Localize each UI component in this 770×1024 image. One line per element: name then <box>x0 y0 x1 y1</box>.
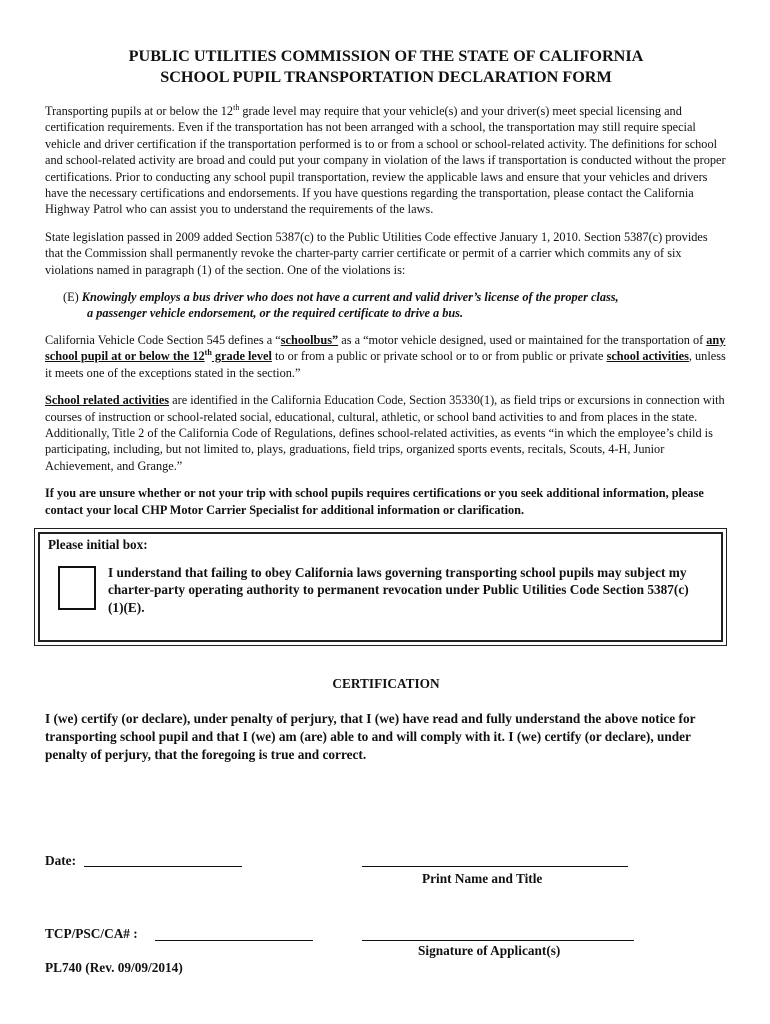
date-label: Date: <box>45 853 77 868</box>
violation-e: (E) Knowingly employs a bus driver who does not have a current and valid driver’s license of the proper class, a passenger vehicle endorsement, or the required certificate to drive a bus. <box>63 290 619 321</box>
initial-checkbox[interactable] <box>58 566 96 610</box>
form-page <box>45 46 727 763</box>
tcp-label: TCP/PSC/CA# : <box>45 926 138 941</box>
chp-contact-notice: If you are unsure whether or not your trip with school pupils requires certifications or you seek additional information, please contact your local CHP Motor Carrier Specialist for additional information or clarification. <box>45 486 704 517</box>
form-title-line1: PUBLIC UTILITIES COMMISSION OF THE STATE OF CALIFORNIA <box>128 47 644 65</box>
intro-paragraph: Transporting pupils at or below the 12th grade level may require that your vehicle(s) and your driver(s) meet special licensing and certification requirements. Even if the transportation has not been arranged with a school, the transportation may still require special vehicle and driver certification if the transportation performed is to or from a school or school-related activity. The definitions for school and school-related activity are broad and could put your company in violation of the laws if transportation is conducted without the proper certifications. Prior to conducting any school pupil transportation, review the applicable laws and ensure that your vehicles and drivers have the necessary certifications and endorsements. If you have questions regarding the transportation, please contact the California Highway Patrol who can assist you to understand the requirements of the laws. <box>45 102 726 217</box>
print-name-field[interactable] <box>362 866 628 867</box>
signature-label: Signature of Applicant(s) <box>418 943 561 958</box>
acknowledgement-text: I understand that failing to obey California laws governing transporting school pupils may subject my charter-party operating authority to permanent revocation under Public Utilities Code Section 5387(c)(1)(E). <box>108 564 689 615</box>
signature-field[interactable] <box>362 940 634 941</box>
certification-title: CERTIFICATION <box>332 675 440 691</box>
legislation-paragraph: State legislation passed in 2009 added Section 5387(c) to the Public Utilities Code effective January 1, 2010. Section 5387(c) provides that the Commission shall permanently revoke the charter-party carrier certificate or permit of a carrier which commits any of six violations named in paragraph (1) of the section. One of the violations is: <box>45 229 708 277</box>
initial-box-section <box>34 528 727 646</box>
initial-box-label: Please initial box: <box>48 536 148 552</box>
print-name-label: Print Name and Title <box>422 871 543 886</box>
date-field[interactable] <box>84 866 242 867</box>
school-activities-definition: School related activities are identified in the California Education Code, Section 35330(1), as field trips or excursions in connection with courses of instruction or school-related social, educational, cultural, athletic, or school band activities to and from places in the state. Additionally, Title 2 of the California Code of Regulations, defines school-related activities, as events “in which the employee’s child is participating, including, but not limited to, plays, graduations, field trips, organized sports events, recitals, Scouts, 4-H, Junior Achievement, and Grange.” <box>45 393 725 473</box>
tcp-number-field[interactable] <box>155 940 313 941</box>
certification-text: I (we) certify (or declare), under penalty of perjury, that I (we) have read and fully understand the above notice for transporting school pupil and that I (we) am (are) able to and will comply with it. I (we) certify (or declare), under penalty of perjury, that the foregoing is true and correct. <box>45 711 696 762</box>
form-id: PL740 (Rev. 09/09/2014) <box>45 960 183 975</box>
form-title-line2: SCHOOL PUPIL TRANSPORTATION DECLARATION FORM <box>160 68 612 86</box>
schoolbus-definition: California Vehicle Code Section 545 defines a “schoolbus” as a “motor vehicle designed, used or maintained for the transportation of any school pupil at or below the 12th grade level to or from a public or private school or to or from public or private school activities, unless it meets one of the exceptions stated in the section.” <box>45 332 726 380</box>
